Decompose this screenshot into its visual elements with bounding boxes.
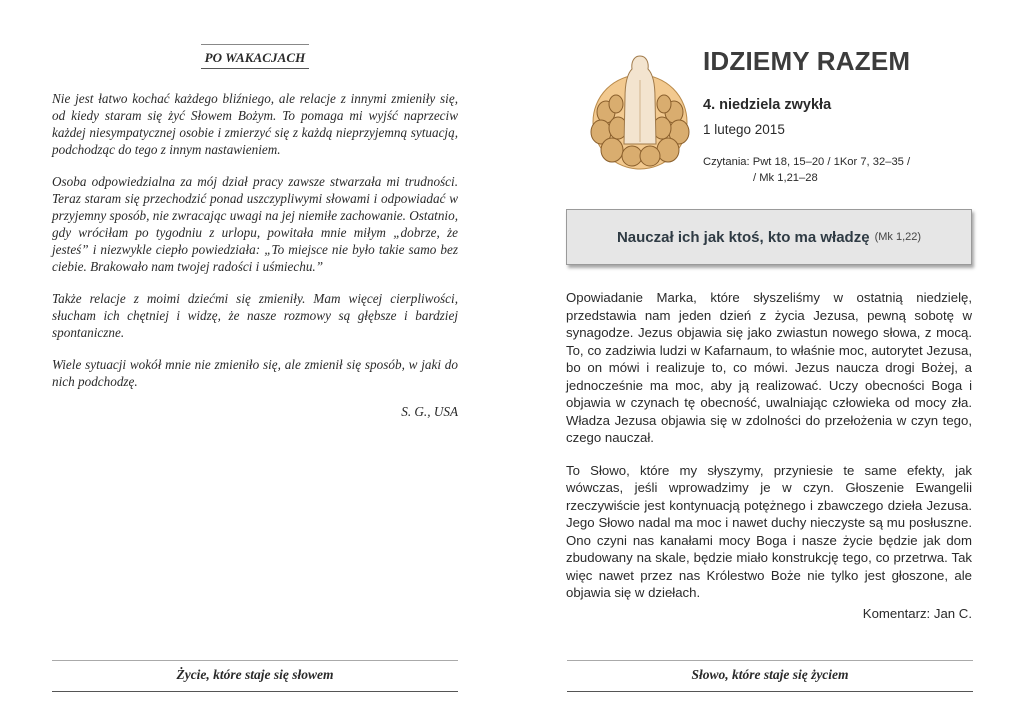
testimony-text bbox=[52, 90, 458, 420]
commentary-text bbox=[566, 289, 972, 617]
readings-line: Czytania: Pwt 18, 15–20 / 1Kor 7, 32–35 / bbox=[703, 156, 911, 168]
testimony-signature: S. G., USA bbox=[401, 404, 458, 419]
left-footer: Życie, które staje się słowem bbox=[52, 660, 458, 692]
banner-reference: (Mk 1,22) bbox=[874, 231, 922, 243]
testimony-paragraph: Nie jest łatwo kochać każdego bliźniego, ale relacje z innymi zmieniły się, od kiedy staram się żyć Słowem Bożym. To pomaga mi wyjść naprzeciw każdej niesympatycznej osobie i zmierzyć się z każdą nieprzyjemną sytuacją, podchodząc do tego z innym nastawieniem. bbox=[52, 91, 458, 157]
testimony-paragraph: Osoba odpowiedzialna za mój dział pracy zawsze stwarzała mi trudności. Teraz staram się przechodzić ponad uszczypliwymi słowami i odpowiadać w przyjemny sposób, nie zwracając uwagi na jej niemiłe zachowanie. Ostatnio, gdy wróciłam po tygodniu z urlopu, powitała mnie miłym „dobrze, że jesteś” i niezwykle ciepło powiedziała: „To miejsce nie było takie samo bez ciebie. Brakowało nam twojej radości i uśmiechu.” bbox=[52, 174, 458, 274]
right-footer: Słowo, które staje się życiem bbox=[567, 660, 973, 692]
date: 1 lutego 2015 bbox=[703, 122, 785, 137]
right-page bbox=[512, 0, 1024, 725]
commentary-paragraph: To Słowo, które my słyszymy, przyniesie te same efekty, jak wówczas, jeśli wprowadzimy je w czyn. Głoszenie Ewangelii rzeczywiście jest kontynuacją potężnego i zbawczego dzieła Jezusa. Jego Słowo nadal ma moc i nawet duchy nieczyste są mu posłuszne. Ono czyni nas kanałami mocy Boga i nasze życie będzie jak dom zbudowany na skale, będzie miało konstrukcję tego, co przetrwa. Tak więc nawet przez nas Królestwo Boże nie tylko jest głoszone, ale objawia się w dziełach. bbox=[566, 462, 972, 600]
liturgical-sunday: 4. niedziela zwykła bbox=[703, 97, 832, 113]
testimony-paragraph: Wiele sytuacji wokół mnie nie zmieniło się, ale zmienił się sposób, w jaki do nich podchodzę. bbox=[52, 357, 458, 389]
publication-title: IDZIEMY RAZEM bbox=[703, 46, 911, 76]
section-title: PO WAKACJACH bbox=[201, 44, 309, 69]
testimony-paragraph: Także relacje z moimi dziećmi się zmieniły. Mam więcej cierpliwości, słucham ich chętniej i widzę, że nasze rozmowy są głębsze i bardziej spontaniczne. bbox=[52, 291, 458, 340]
jesus-with-crowd-icon bbox=[584, 52, 696, 170]
banner-title: Nauczał ich jak ktoś, kto ma władzę bbox=[616, 228, 870, 246]
gospel-banner bbox=[566, 209, 972, 265]
readings-line: / Mk 1,21–28 bbox=[753, 172, 818, 184]
commentary-author: Komentarz: Jan C. bbox=[862, 606, 972, 621]
commentary-paragraph: Opowiadanie Marka, które słyszeliśmy w ostatnią niedzielę, przedstawia nam jeden dzień z życia Jezusa, pewną sobotę w synagodze. Jezus objawia się jako zwiastun nowego słowa, z mocą. To, co zadziwia ludzi w Kafarnaum, to właśnie moc, autorytet Jezusa, bo on mówi i realizuje to, co mówi. Jezus naucza drogi Bożej, a jednocześnie ma moc, aby ją realizować. Uczy obecności Boga i objawia w czynach tę obecność, uwalniając człowieka od mocy zła. Władza Jezusa objawia się w zdolności do przełożenia w czyn tego, czego nauczał. bbox=[566, 290, 972, 445]
readings bbox=[703, 154, 933, 186]
